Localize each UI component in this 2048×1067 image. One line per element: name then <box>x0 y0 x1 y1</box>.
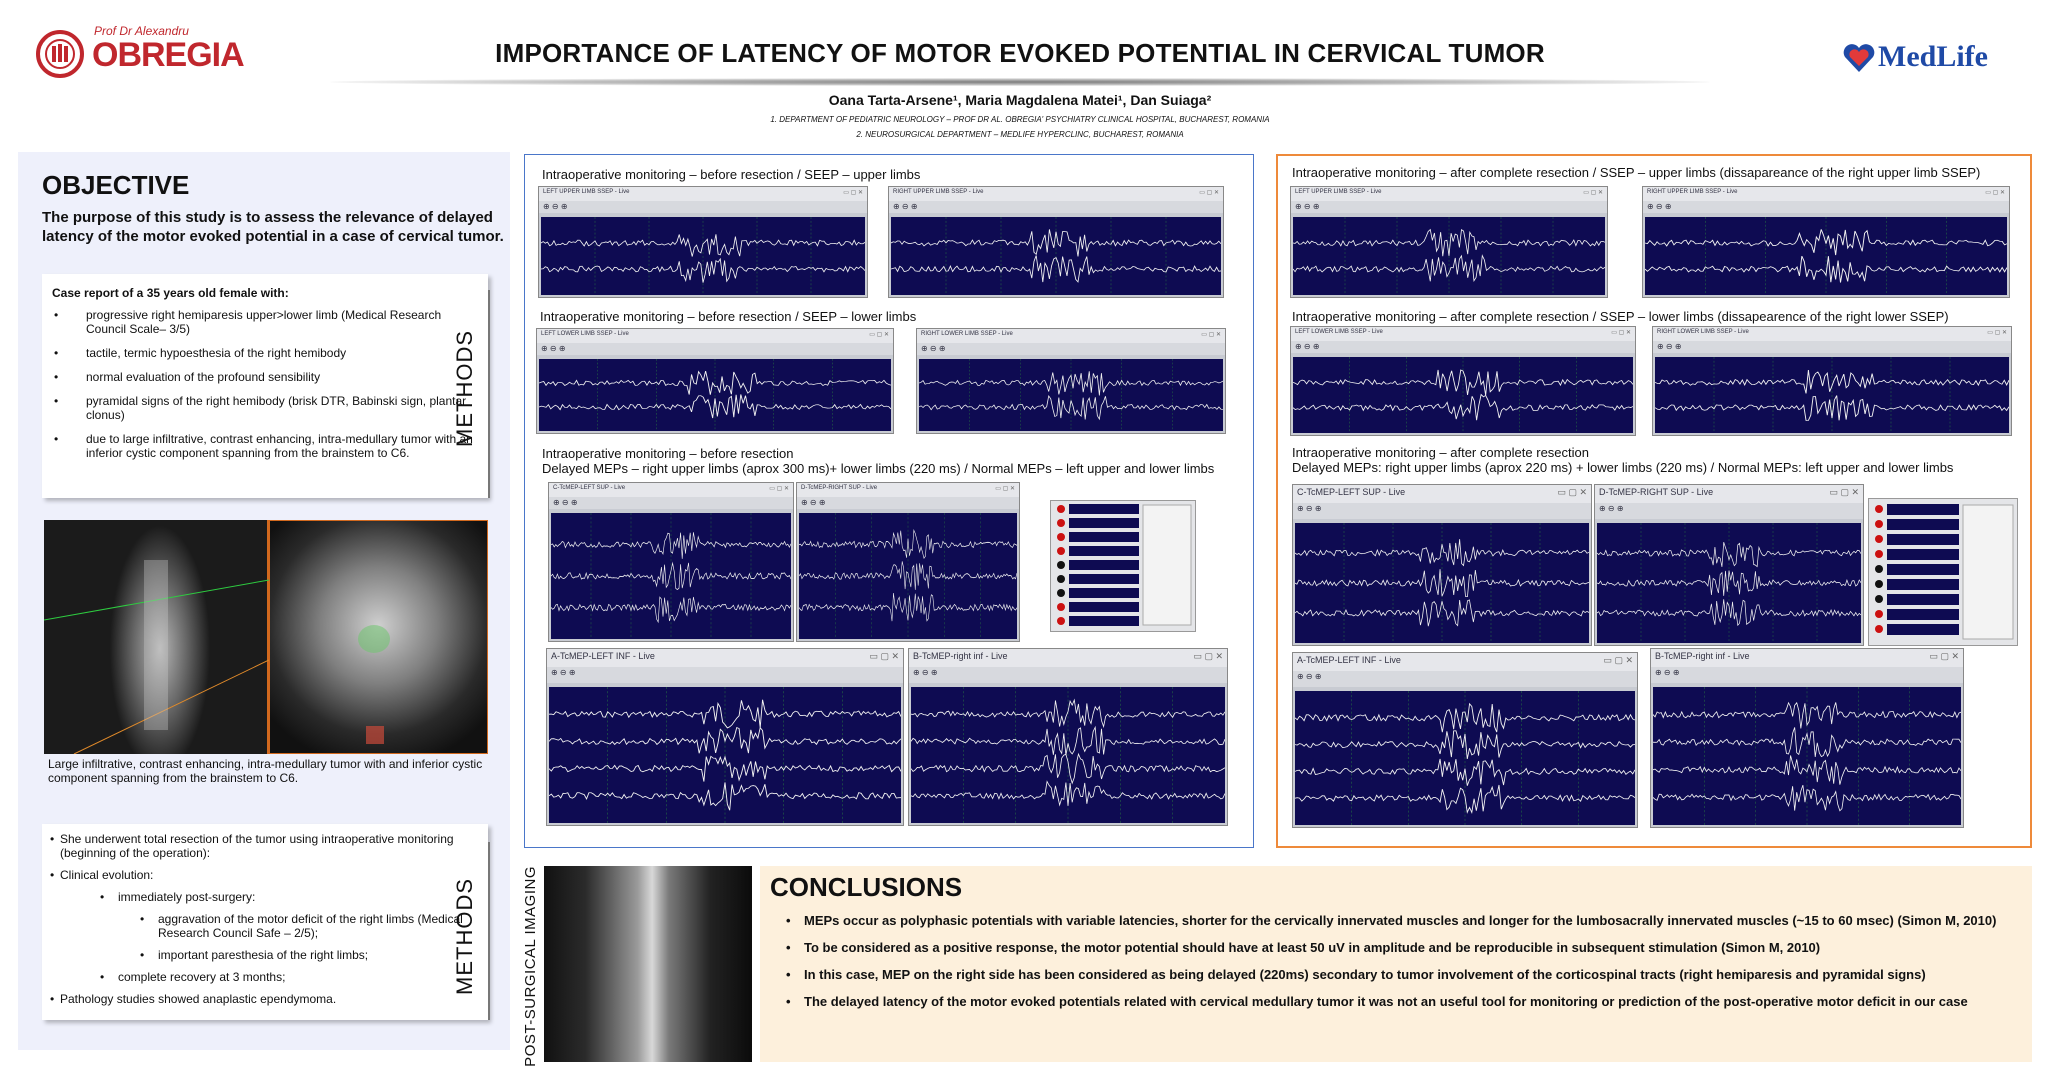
window-title: LEFT LOWER LIMB SSEP - Live <box>541 331 629 337</box>
waveform-trace <box>911 687 1225 823</box>
zoom-icon[interactable]: ⊕ ⊖ ⊕ <box>549 497 793 509</box>
waveform-trace <box>891 217 1221 295</box>
window-controls[interactable]: ▭ ▢ ✕ <box>1987 330 2007 336</box>
zoom-icon[interactable]: ⊕ ⊖ ⊕ <box>537 343 893 355</box>
affiliation-1: 1. DEPARTMENT OF PEDIATRIC NEUROLOGY – PROF DR AL. OBREGIA' PSYCHIATRY CLINICAL HOSPITAL, BUCHAREST, ROMANIA <box>770 115 1270 124</box>
window-title: B-TcMEP-right inf - Live <box>1655 651 1750 661</box>
title-underline <box>330 78 1710 86</box>
case-report-list <box>42 308 488 460</box>
waveform-trace <box>799 513 1017 639</box>
mep-window[interactable] <box>546 648 904 826</box>
mep-window[interactable] <box>796 482 1020 642</box>
list-item: • Pathology studies showed anaplastic ependymoma. <box>48 992 482 1006</box>
window-title: D-TcMEP-RIGHT SUP - Live <box>801 485 878 491</box>
ssep-window[interactable] <box>1290 326 1636 436</box>
list-item: • important paresthesia of the right limbs; <box>48 948 482 962</box>
zoom-icon[interactable]: ⊕ ⊖ ⊕ <box>1653 341 2011 353</box>
before-seep-lower-heading: Intraoperative monitoring – before resection / SEEP – lower limbs <box>540 309 917 324</box>
post-surgical-label: POST-SURGICAL IMAGING <box>522 866 539 1067</box>
window-controls[interactable]: ▭ ▢ ✕ <box>1201 332 1221 338</box>
conclusions-heading: CONCLUSIONS <box>770 872 963 902</box>
zoom-icon[interactable]: ⊕ ⊖ ⊕ <box>1291 201 1607 213</box>
after-ssep-lower-heading: Intraoperative monitoring – after complete resection / SSEP – lower limbs (dissapearence of the right lower SSEP) <box>1292 309 1949 324</box>
affiliation-2: 2. NEUROSURGICAL DEPARTMENT – MEDLIFE HYPERCLINC, BUCHAREST, ROMANIA <box>856 130 1184 139</box>
window-title: B-TcMEP-right inf - Live <box>913 651 1008 661</box>
zoom-icon[interactable]: ⊕ ⊖ ⊕ <box>1643 201 2009 213</box>
zoom-icon[interactable]: ⊕ ⊖ ⊕ <box>547 667 903 683</box>
ssep-window[interactable] <box>1290 186 1608 298</box>
methods-divider <box>488 290 490 498</box>
before-mep-heading-line1: Intraoperative monitoring – before resection <box>542 446 794 461</box>
window-title: C-TcMEP-LEFT SUP - Live <box>1297 487 1406 497</box>
before-mep-heading-line2: Delayed MEPs – right upper limbs (aprox 300 ms)+ lower limbs (220 ms) / Normal MEPs – left upper and lower limbs <box>542 461 1215 476</box>
waveform-trace <box>1655 357 2009 433</box>
methods-label: METHODS <box>452 330 477 447</box>
zoom-icon[interactable]: ⊕ ⊖ ⊕ <box>1595 503 1863 519</box>
ssep-window[interactable] <box>888 186 1224 298</box>
conclusions-list <box>782 912 2022 1020</box>
list-item: • complete recovery at 3 months; <box>48 970 482 984</box>
window-controls[interactable]: ▭ ▢ ✕ <box>1583 190 1603 196</box>
mep-window[interactable] <box>1650 648 1964 828</box>
before-mep-heading <box>542 446 1214 476</box>
window-title: RIGHT UPPER LIMB SSEP - Live <box>893 189 984 195</box>
ssep-window[interactable] <box>1642 186 2010 298</box>
followup-card <box>42 824 488 1020</box>
window-title: A-TcMEP-LEFT INF - Live <box>551 651 655 661</box>
medlife-logo <box>1842 40 2022 76</box>
window-controls[interactable]: ▭ ▢ ✕ <box>843 190 863 196</box>
waveform-trace <box>1295 691 1635 825</box>
window-title: RIGHT LOWER LIMB SSEP - Live <box>921 331 1013 337</box>
mri-sagittal-image <box>44 520 269 754</box>
window-controls[interactable]: ▭ ▢ ✕ <box>1611 330 1631 336</box>
waveform-trace <box>549 687 901 823</box>
after-mep-heading-line1: Intraoperative monitoring – after complete resection <box>1292 445 1589 460</box>
methods-divider <box>488 842 490 1020</box>
ssep-window[interactable] <box>538 186 868 298</box>
case-report-card <box>42 274 488 498</box>
mep-window[interactable] <box>548 482 794 642</box>
list-item: • due to large infiltrative, contrast enhancing, intra-medullary tumor with an inferior cystic component spanning from the brainstem to C6. <box>42 432 488 460</box>
window-controls[interactable]: ▭ ▢ ✕ <box>1985 190 2005 196</box>
channel-list <box>1869 499 2019 647</box>
waveform-trace <box>919 359 1223 431</box>
window-controls[interactable]: ▭ ▢ ✕ <box>1829 487 1859 497</box>
zoom-icon[interactable]: ⊕ ⊖ ⊕ <box>1651 667 1963 683</box>
list-item: • MEPs occur as polyphasic potentials with variable latencies, shorter for the cervically innervated muscles and longer for the lumbosacrally innervated muscles (~15 to 60 msec) (Simon M, 2010) <box>782 912 2022 929</box>
zoom-icon[interactable]: ⊕ ⊖ ⊕ <box>909 667 1227 683</box>
poster-title: IMPORTANCE OF LATENCY OF MOTOR EVOKED POTENTIAL IN CERVICAL TUMOR <box>495 38 1545 68</box>
ssep-window[interactable] <box>536 328 894 434</box>
authors: Oana Tarta-Arsene¹, Maria Magdalena Matei¹, Dan Suiaga² <box>828 92 1212 108</box>
zoom-icon[interactable]: ⊕ ⊖ ⊕ <box>889 201 1223 213</box>
mep-window[interactable] <box>1594 484 1864 646</box>
window-controls[interactable]: ▭ ▢ ✕ <box>995 486 1015 492</box>
mep-window[interactable] <box>908 648 1228 826</box>
waveform-trace <box>541 217 865 295</box>
waveform-trace <box>1293 217 1605 295</box>
medlife-text: MedLife <box>1878 40 1988 73</box>
mri-caption: Large infiltrative, contrast enhancing, intra-medullary tumor with and inferior cystic component spanning from the brainstem to C6. <box>48 757 483 785</box>
mep-window[interactable] <box>1292 484 1592 646</box>
logo-prefix: Prof Dr Alexandru <box>94 24 189 38</box>
logo-text: OBREGIA <box>92 36 244 74</box>
before-seep-upper-heading: Intraoperative monitoring – before resection / SEEP – upper limbs <box>542 167 921 182</box>
ssep-window[interactable] <box>916 328 1226 434</box>
after-mep-heading-line2: Delayed MEPs: right upper limbs (aprox 220 ms) + lower limbs (220 ms) / Normal MEPs: left upper and lower limbs <box>1292 460 1954 475</box>
waveform-trace <box>539 359 891 431</box>
window-title: C-TcMEP-LEFT SUP - Live <box>553 485 626 491</box>
waveform-trace <box>1293 357 1633 433</box>
window-controls[interactable]: ▭ ▢ ✕ <box>1199 190 1219 196</box>
window-title: RIGHT UPPER LIMB SSEP - Live <box>1647 189 1738 195</box>
list-item: • tactile, termic hypoesthesia of the right hemibody <box>42 346 488 360</box>
window-controls[interactable]: ▭ ▢ ✕ <box>1603 655 1633 665</box>
window-controls[interactable]: ▭ ▢ ✕ <box>769 486 789 492</box>
obregia-logo <box>34 22 244 82</box>
list-item: • To be considered as a positive response, the motor potential should have at least 50 uV in amplitude and be reproducible in subsequent stimulation (Simon M, 2010) <box>782 939 2022 956</box>
list-item: • pyramidal signs of the right hemibody (brisk DTR, Babinski sign, plantar clonus) <box>42 394 488 422</box>
window-controls[interactable]: ▭ ▢ ✕ <box>1193 651 1223 661</box>
mep-window[interactable] <box>1292 652 1638 828</box>
mri-images <box>44 520 488 754</box>
window-controls[interactable]: ▭ ▢ ✕ <box>1557 487 1587 497</box>
ssep-window[interactable] <box>1652 326 2012 436</box>
post-surgical-mri-image <box>544 866 752 1062</box>
after-mep-heading <box>1292 445 1953 475</box>
window-title: LEFT UPPER LIMB SSEP - Live <box>543 189 630 195</box>
zoom-icon[interactable]: ⊕ ⊖ ⊕ <box>1293 503 1591 519</box>
window-controls[interactable]: ▭ ▢ ✕ <box>869 332 889 338</box>
zoom-icon[interactable]: ⊕ ⊖ ⊕ <box>917 343 1225 355</box>
window-title: LEFT LOWER LIMB SSEP - Live <box>1295 329 1383 335</box>
zoom-icon[interactable]: ⊕ ⊖ ⊕ <box>797 497 1019 509</box>
zoom-icon[interactable]: ⊕ ⊖ ⊕ <box>1293 671 1637 687</box>
list-item: • The delayed latency of the motor evoked potentials related with cervical medullary tumor it was not an useful tool for monitoring or prediction of the post-operative motor deficit in our case <box>782 993 2022 1010</box>
stimulator-control-panel[interactable] <box>1868 498 2018 646</box>
list-item: • progressive right hemiparesis upper>lower limb (Medical Research Council Scale– 3/5) <box>42 308 488 336</box>
list-item: • immediately post-surgery: <box>48 890 482 904</box>
window-title: A-TcMEP-LEFT INF - Live <box>1297 655 1401 665</box>
after-ssep-upper-heading: Intraoperative monitoring – after complete resection / SSEP – upper limbs (dissapareance of the right upper limb SSEP) <box>1292 165 1981 180</box>
zoom-icon[interactable]: ⊕ ⊖ ⊕ <box>1291 341 1635 353</box>
window-controls[interactable]: ▭ ▢ ✕ <box>1929 651 1959 661</box>
list-item: • She underwent total resection of the tumor using intraoperative monitoring (beginning of the operation): <box>48 832 482 860</box>
window-controls[interactable]: ▭ ▢ ✕ <box>869 651 899 661</box>
list-item: • Clinical evolution: <box>48 868 482 882</box>
case-report-title: Case report of a 35 years old female with: <box>52 286 289 300</box>
list-item: • normal evaluation of the profound sensibility <box>42 370 488 384</box>
window-title: D-TcMEP-RIGHT SUP - Live <box>1599 487 1714 497</box>
medlife-heart-icon <box>1842 42 1876 74</box>
window-title: LEFT UPPER LIMB SSEP - Live <box>1295 189 1382 195</box>
list-item: • aggravation of the motor deficit of the right limbs (Medical Research Council Safe – 2/5); <box>48 912 482 940</box>
objective-text: The purpose of this study is to assess the relevance of delayed latency of the motor evoked potential in a case of cervical tumor. <box>42 209 504 245</box>
window-title: RIGHT LOWER LIMB SSEP - Live <box>1657 329 1749 335</box>
waveform-trace <box>1295 523 1589 643</box>
channel-list <box>1051 501 1197 633</box>
waveform-trace <box>1597 523 1861 643</box>
methods-label: METHODS <box>452 878 477 995</box>
waveform-trace <box>551 513 791 639</box>
stimulator-control-panel[interactable] <box>1050 500 1196 632</box>
zoom-icon[interactable]: ⊕ ⊖ ⊕ <box>539 201 867 213</box>
mri-axial-image <box>269 520 488 754</box>
waveform-trace <box>1645 217 2007 295</box>
list-item: • In this case, MEP on the right side has been considered as being delayed (220ms) secondary to tumor involvement of the corticospinal tracts (right hemiparesis and pyramidal signs) <box>782 966 2022 983</box>
waveform-trace <box>1653 687 1961 825</box>
objective-heading: OBJECTIVE <box>42 170 190 200</box>
